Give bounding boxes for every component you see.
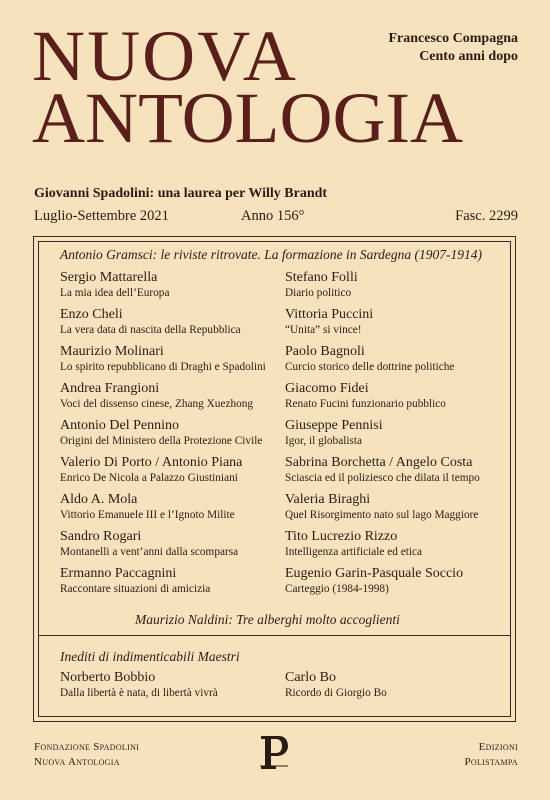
entry-author: Antonio Del Pennino [60, 418, 179, 433]
footer-left-line-2: Nuova Antologia [34, 756, 120, 768]
entry-title: Igor, il globalista [285, 435, 363, 447]
entry-author: Vittoria Puccini [285, 307, 374, 322]
inediti-left-author: Norberto Bobbio [60, 670, 156, 685]
entry-author: Sabrina Borchetta / Angelo Costa [285, 455, 473, 470]
featured-topic [389, 30, 519, 66]
subtitle: Giovanni Spadolini: una laurea per Willy Brandt [34, 186, 328, 201]
contents-entry [60, 455, 300, 485]
entry-title: Carteggio (1984-1998) [285, 583, 389, 595]
entry-title: La mia idea dell’Europa [60, 287, 170, 299]
contents-entry [285, 529, 525, 559]
contents-entry [285, 270, 525, 300]
entry-author: Giacomo Fidei [285, 381, 369, 396]
contents-entry [285, 418, 525, 448]
contents-entry [285, 566, 525, 596]
footer-publisher-right [464, 740, 518, 770]
entry-author: Stefano Folli [285, 270, 358, 285]
entry-author: Ermanno Paccagnini [60, 566, 177, 581]
contents-entry [60, 307, 300, 337]
contents-entry [285, 344, 525, 374]
entry-author: Maurizio Molinari [60, 344, 164, 359]
featured-topic-line-1: Francesco Compagna [388, 31, 518, 46]
footer-left-line-1: Fondazione Spadolini [34, 741, 140, 753]
entry-title: Raccontare situazioni di amicizia [60, 583, 211, 595]
contents-entry [60, 344, 300, 374]
featured-topic-line-2: Cento anni dopo [419, 49, 518, 64]
entry-author: Enzo Cheli [60, 307, 123, 322]
contents-entry [285, 455, 525, 485]
section-divider [38, 635, 511, 636]
masthead-line-1: NUOVA [32, 16, 298, 96]
entry-title: Voci del dissenso cinese, Zhang Xuezhong [60, 398, 254, 410]
entry-title: Vittorio Emanuele III e l’Ignoto Milite [60, 509, 235, 521]
issue-fascicle: Fasc. 2299 [455, 208, 518, 224]
entry-author: Paolo Bagnoli [285, 344, 365, 359]
entry-author: Sandro Rogari [60, 529, 142, 544]
entry-title: Sciascia ed il poliziesco che dilata il tempo [285, 472, 480, 484]
closing-article: Maurizio Naldini: Tre alberghi molto accoglienti [135, 612, 400, 627]
contents-entry [60, 492, 300, 522]
inediti-right-entry [285, 670, 525, 700]
issue-info [34, 208, 518, 228]
entry-title: Quel Risorgimento nato sul lago Maggiore [285, 509, 479, 521]
entry-title: Diario politico [285, 287, 352, 299]
inediti-right-author: Carlo Bo [285, 670, 336, 685]
entry-author: Giuseppe Pennisi [285, 418, 383, 433]
entry-title: Curcio storico delle dottrine politiche [285, 361, 455, 373]
inediti-right-title: Ricordo di Giorgio Bo [285, 687, 387, 699]
entry-title: Intelligenza artificiale ed etica [285, 546, 423, 558]
entry-author: Valerio Di Porto / Antonio Piana [60, 455, 243, 470]
entry-title: Enrico De Nicola a Palazzo Giustiniani [60, 472, 238, 484]
entry-title: La vera data di nascita della Repubblica [60, 324, 241, 336]
contents-entry [285, 492, 525, 522]
entry-title: “Unita” si vince! [285, 324, 362, 336]
contents-entry [60, 529, 300, 559]
contents-entry [285, 307, 525, 337]
entry-title: Origini del Ministero della Protezione Civile [60, 435, 263, 447]
contents-entry [60, 270, 300, 300]
entry-author: Aldo A. Mola [60, 492, 138, 507]
entry-author: Andrea Frangioni [60, 381, 160, 396]
entry-title: Lo spirito repubblicano di Draghi e Spadolini [60, 361, 266, 373]
masthead-line-2: ANTOLOGIA [32, 78, 464, 158]
entry-title: Renato Fucini funzionario pubblico [285, 398, 446, 410]
entry-author: Sergio Mattarella [60, 270, 158, 285]
inediti-left-entry [60, 670, 300, 700]
contents-entry [60, 418, 300, 448]
inediti-heading: Inediti di indimenticabili Maestri [60, 649, 240, 664]
footer-right-line-1: Edizioni [478, 741, 518, 753]
footer-right-line-2: Polistampa [464, 756, 518, 768]
entry-title: Montanelli a vent’anni dalla scomparsa [60, 546, 239, 558]
issue-year: Anno 156° [241, 208, 305, 224]
entry-author: Valeria Biraghi [285, 492, 371, 507]
lead-article: Antonio Gramsci: le riviste ritrovate. La formazione in Sardegna (1907-1914) [60, 247, 482, 262]
contents-entry [60, 381, 300, 411]
polistampa-p-logo-icon [257, 732, 291, 772]
inediti-left-title: Dalla libertà è nata, di libertà vivrà [60, 687, 218, 699]
issue-period: Luglio-Settembre 2021 [34, 208, 169, 224]
entry-author: Eugenio Garin-Pasquale Soccio [285, 566, 464, 581]
contents-entry [60, 566, 300, 596]
contents-entry [285, 381, 525, 411]
entry-author: Tito Lucrezio Rizzo [285, 529, 398, 544]
footer-publisher-left [34, 740, 139, 770]
